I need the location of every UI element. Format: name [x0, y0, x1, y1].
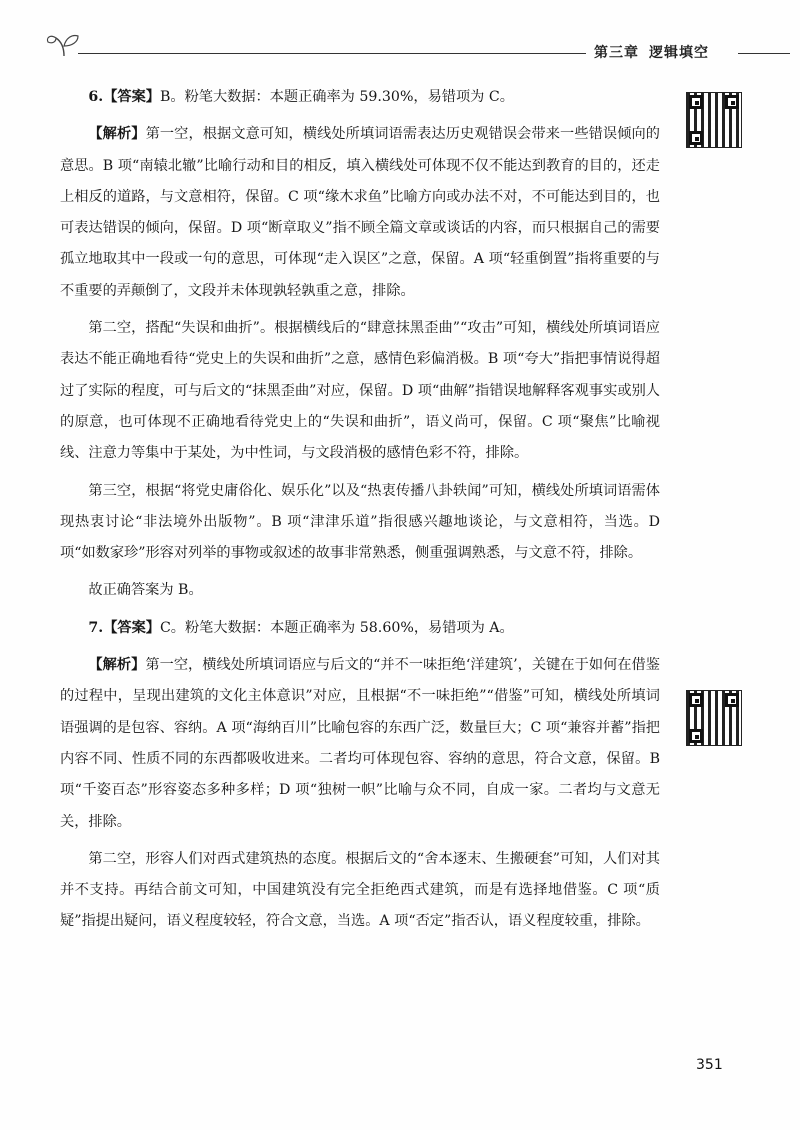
chapter-number: 第三章 — [594, 45, 639, 61]
paragraph-text: 第三空，根据“将党史庸俗化、娱乐化”以及“热衷传播八卦轶闻”可知，横线处所填词语需体现热衷讨论“非法境外出版物”。B 项“津津乐道”指很感兴趣地谈论，与文意相符，当选。D 项“如数家珍”形容对列举的事物或叙述的故事非常熟悉，侧重强调熟悉，与文意不符，排除。 — [60, 482, 660, 562]
qr-code-icon[interactable] — [686, 690, 742, 746]
answer-label: 6.【答案】 — [88, 89, 160, 105]
answer-label: 7.【答案】 — [88, 619, 160, 636]
paragraph — [60, 476, 660, 570]
paragraph-text: 故正确答案为 B。 — [88, 582, 203, 599]
paragraph — [60, 313, 660, 469]
answer-explanations — [60, 82, 660, 944]
paragraph-text: 第一空，根据文意可知，横线处所填词语需表达历史观错误会带来一些错误倾向的意思。B 项“南辕北辙”比喻行动和目的相反，填入横线处可体现不仅不能达到教育的目的，还走上相反的道路，与文意相符，保留。C 项“缘木求鱼”比喻方向或办法不对，不可能达到目的，也可表达错误的倾向，保留。D 项“断章取义”指不顾全篇文章或谈话的内容，而只根据自己的需要孤立地取其中一段或一句的意思，可体现“走入误区”之意，保留。A 项“轻重倒置”指将重要的与不重要的弄颠倒了，文段并未体现孰轻孰重之意，排除。 — [60, 126, 660, 299]
page-number: 351 — [696, 1057, 723, 1073]
section-name: 逻辑填空 — [649, 45, 709, 61]
paragraph — [60, 82, 660, 113]
paragraph-text: 第二空，搭配“失误和曲折”。根据横线后的“肆意抹黑歪曲”“攻击”可知，横线处所填词语应表达不能正确地看待“党史上的失误和曲折”之意，感情色彩偏消极。B 项“夸大”指把事情说得超过了实际的程度，可与后文的“抹黑歪曲”对应，保留。D 项“曲解”指错误地解释客观事实或别人的原意，也可体现不正确地看待党史上的“失误和曲折”，语义尚可，保留。C 项“聚焦”比喻视线、注意力等集中于某处，为中性词，与文段消极的感情色彩不符，排除。 — [60, 320, 660, 462]
paragraph — [60, 844, 660, 938]
header-rule-right — [738, 53, 790, 54]
paragraph — [60, 650, 660, 838]
paragraph — [60, 613, 660, 644]
chapter-title — [594, 42, 709, 62]
analysis-label: 【解析】 — [88, 657, 146, 674]
page-header — [0, 22, 800, 72]
paragraph — [60, 575, 660, 606]
paragraph-text: 第二空，形容人们对西式建筑热的态度。根据后文的“舍本逐末、生搬硬套”可知，人们对其并不支持。再结合前文可知，中国建筑没有完全拒绝西式建筑，而是有选择地借鉴。C 项“质疑”指提出疑问，语义程度较轻，符合文意，当选。A 项“否定”指否认，语义程度较重，排除。 — [60, 850, 660, 930]
paragraph — [60, 119, 660, 307]
paragraph-text: 第一空，横线处所填词语应与后文的“并不一味拒绝‘洋建筑’，关键在于如何在借鉴的过程中，呈现出建筑的文化主体意识”对应，且根据“不一味拒绝”“借鉴”可知，横线处所填词语强调的是包容、容纳。A 项“海纳百川”比喻包容的东西广泛，数量巨大；C 项“兼容并蓄”指把内容不同、性质不同的东西都吸收进来。二者均可体现包容、容纳的意思，符合文意，保留。B 项“千姿百态”形容姿态多种多样；D 项“独树一帜”比喻与众不同，自成一家。二者均与文意无关，排除。 — [60, 657, 660, 830]
header-rule-left — [78, 53, 586, 54]
paragraph-text: B。粉笔大数据：本题正确率为 59.30%，易错项为 C。 — [159, 89, 514, 105]
paragraph-text: C。粉笔大数据：本题正确率为 58.60%，易错项为 A。 — [159, 619, 514, 636]
qr-code-icon[interactable] — [686, 92, 742, 148]
analysis-label: 【解析】 — [88, 126, 146, 143]
